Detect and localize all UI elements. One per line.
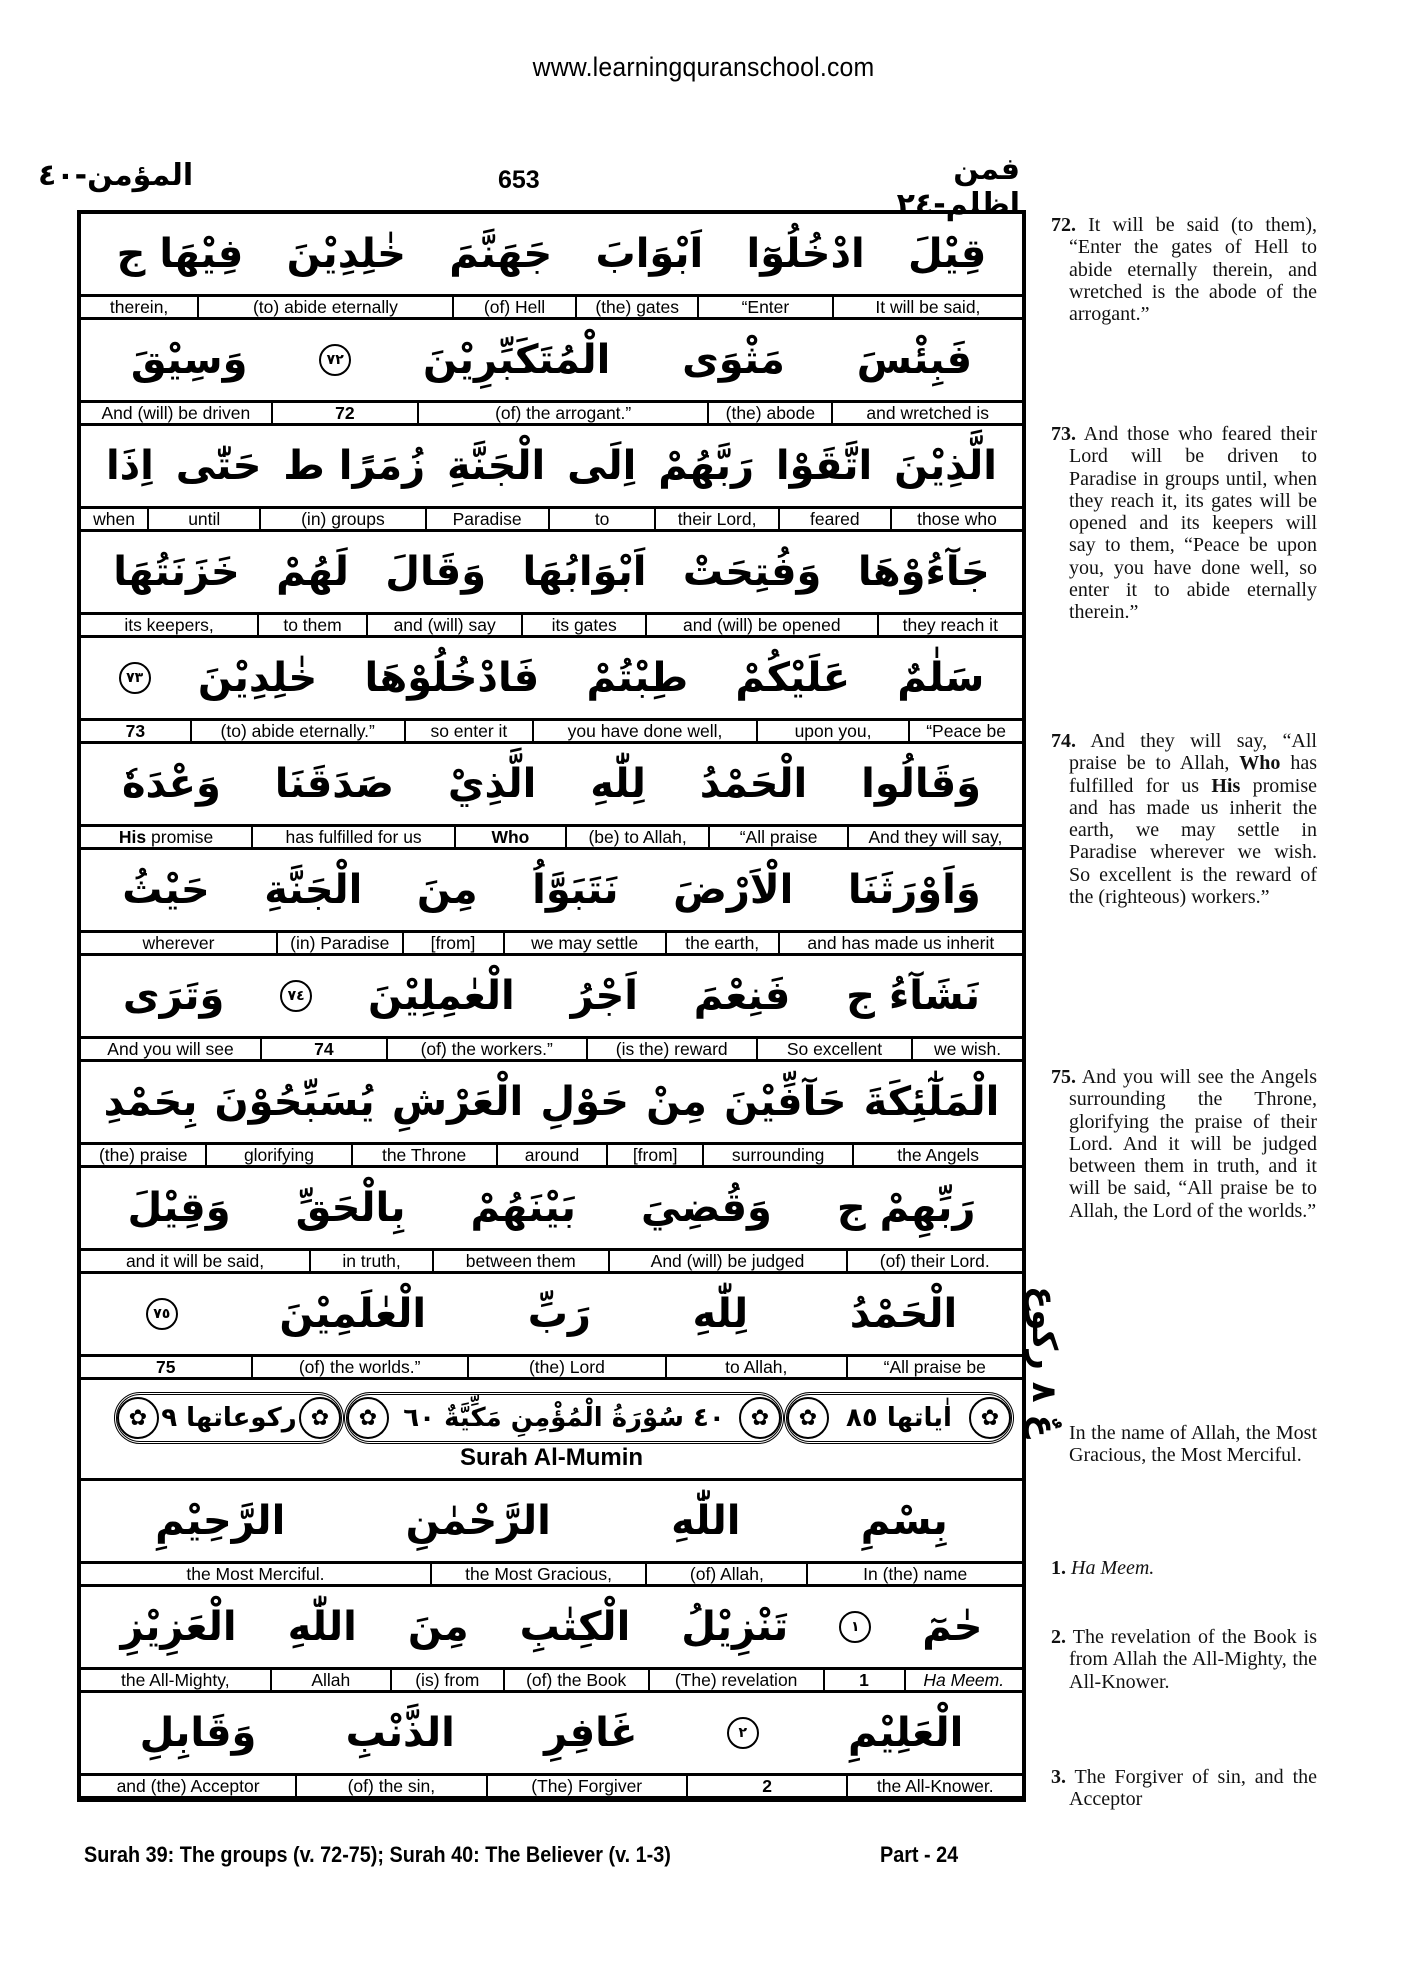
translation-paragraph <box>1051 1066 1317 1222</box>
arabic-word: زُمَرًا ط <box>283 443 426 489</box>
arabic-word: الَّذِيْنَ <box>894 443 997 489</box>
gloss-bold-word: His <box>118 827 147 847</box>
gloss-cell: and wretched is <box>831 403 1022 423</box>
arabic-word: الْكِتٰبِ <box>519 1604 631 1650</box>
arabic-word: مِنَ <box>407 1604 469 1650</box>
translation-text-part: And they will say, “All praise be to Allah, <box>1069 730 1317 775</box>
translation-text: It will be said (to them), “Enter the gates of Hell to abide eternally therein, and wretched is the abode of the arrogant.” <box>1069 214 1318 326</box>
gloss-cell: Who <box>454 827 565 847</box>
ayah-number-marker: ٧٥ <box>146 1298 178 1330</box>
gloss-cell: the All-Mighty, <box>120 1670 230 1690</box>
gloss-cell: And (will) be judged <box>608 1251 846 1271</box>
verse-number: 75. <box>1051 1066 1076 1088</box>
arabic-verse-row <box>81 1062 1022 1145</box>
gloss-cell: (of) the sin, <box>295 1776 485 1796</box>
gloss-cell: (is) from <box>390 1670 503 1690</box>
gloss-cell: has fulfilled for us <box>251 827 454 847</box>
gloss-cell: wherever <box>142 933 215 953</box>
verse-number-cell: 74 <box>260 1039 386 1059</box>
gloss-cell: and (will) say <box>366 615 521 635</box>
arabic-word: اَبْوَابَ <box>595 231 704 277</box>
gloss-cell: (to) abide eternally <box>197 297 451 317</box>
ornament-knot-icon: ✿ <box>739 1397 781 1439</box>
arabic-word: وَقَالَ <box>385 549 487 595</box>
gloss-cell: when <box>93 509 136 529</box>
gloss-cell: (The) revelation <box>648 1670 823 1690</box>
arabic-word: رَبِّ <box>527 1291 591 1337</box>
arabic-word: الْجَنَّةِ <box>264 867 363 913</box>
arabic-word: الْعَرْشِ <box>391 1079 524 1125</box>
banner-frame <box>89 1388 1014 1448</box>
arabic-word: الَّذِيْ <box>447 761 537 807</box>
verse-number-cell: 73 <box>125 721 146 741</box>
ayah-number-marker: ٧٤ <box>280 980 312 1012</box>
arabic-word: وَفُتِحَتْ <box>682 549 822 595</box>
english-gloss-row <box>81 615 1022 638</box>
gloss-cell: (to) abide eternally.” <box>190 721 404 741</box>
arabic-word: ادْخُلُوٓا <box>746 231 865 277</box>
ayah-number-marker: ٧٢ <box>319 344 351 376</box>
gloss-cell: “All praise <box>708 827 847 847</box>
arabic-word: طِبْتُمْ <box>586 655 689 701</box>
gloss-cell: “Enter <box>697 297 832 317</box>
english-gloss-row <box>81 509 1022 532</box>
arabic-word: وَعْدَهٗ <box>121 761 221 807</box>
gloss-cell: [from] <box>606 1145 702 1165</box>
word-by-word-table <box>77 210 1026 1802</box>
arabic-word: وَقُضِيَ <box>640 1185 772 1231</box>
arabic-word: وَقَالُوا <box>861 761 981 807</box>
gloss-cell: And they will say, <box>847 827 1022 847</box>
arabic-verse-row <box>81 850 1022 933</box>
translation-paragraph <box>1051 1557 1317 1579</box>
arabic-verse-row <box>81 320 1022 403</box>
english-gloss-row <box>81 1039 1022 1062</box>
arabic-word: الْحَمْدُ <box>849 1291 958 1337</box>
arabic-word: اِذَا <box>105 443 154 489</box>
english-gloss-row <box>81 827 1022 850</box>
ornament-knot-icon: ✿ <box>299 1397 341 1439</box>
translation-text-part: His <box>1211 774 1241 797</box>
arabic-verse-row <box>81 1168 1022 1251</box>
site-url[interactable]: www.learningquranschool.com <box>532 52 875 82</box>
gloss-cell: so enter it <box>404 721 533 741</box>
english-gloss-row <box>81 721 1022 744</box>
arabic-word: اتَّقَوْا <box>775 443 873 489</box>
ayah-number-marker: ١ <box>839 1611 871 1643</box>
arabic-verse-row <box>81 426 1022 509</box>
gloss-cell: therein, <box>109 297 169 317</box>
translation-text-part: Who <box>1239 752 1281 775</box>
gloss-cell: upon you, <box>756 721 908 741</box>
arabic-verse-row <box>81 1274 1022 1357</box>
gloss-cell: the Throne <box>351 1145 496 1165</box>
gloss-cell: their Lord, <box>654 509 777 529</box>
translation-paragraph <box>1051 423 1317 624</box>
arabic-word: حٰمٓ <box>922 1604 983 1650</box>
verse-number: 73. <box>1051 423 1076 445</box>
arabic-word: فِيْهَا ج <box>116 231 244 277</box>
arabic-word: الرَّحْمٰنِ <box>405 1498 551 1544</box>
ruku-count-cartouche <box>114 1392 344 1444</box>
gloss-cell: So excellent <box>756 1039 911 1059</box>
arabic-word: لَهُمْ <box>276 549 349 595</box>
arabic-word: حَيْثُ <box>122 867 210 913</box>
gloss-cell: (of) the workers.” <box>386 1039 586 1059</box>
arabic-word: الْعٰمِلِيْنَ <box>367 973 515 1019</box>
arabic-word: الْجَنَّةِ <box>447 443 546 489</box>
ruku-sign-icon: عٌ ٨ ركوع <box>1024 1286 1064 1438</box>
arabic-word: فَنِعْمَ <box>693 973 791 1019</box>
arabic-verse-row <box>81 1587 1022 1670</box>
juz-header-arabic: فمن اظلم-٢٤ <box>896 152 1020 222</box>
gloss-cell: “Peace be <box>908 721 1022 741</box>
surah-title-cartouche-text: ٤٠ سُوْرَةُ الْمُؤْمِنِ مَكِّيَّةٌ ٦٠ <box>403 1403 725 1433</box>
arabic-word: الْاَرْضَ <box>673 867 794 913</box>
gloss-cell: the All-Knower. <box>846 1776 1022 1796</box>
ornament-knot-icon: ✿ <box>117 1397 159 1439</box>
arabic-word: اللّٰهِ <box>287 1604 357 1650</box>
arabic-word: حَآفِّيْنَ <box>724 1079 847 1125</box>
arabic-verse-row <box>81 532 1022 615</box>
gloss-cell: in truth, <box>309 1251 432 1271</box>
verse-number-cell: 75 <box>156 1357 176 1377</box>
english-gloss-row <box>81 1357 1022 1380</box>
arabic-word: نَشَآءُ ج <box>846 973 981 1019</box>
verse-number: 3. <box>1051 1766 1066 1788</box>
gloss-cell: we may settle <box>503 933 665 953</box>
arabic-word: خٰلِدِيْنَ <box>286 231 406 277</box>
gloss-rest: promise <box>146 827 214 847</box>
arabic-word: حَتّٰى <box>175 443 262 489</box>
english-gloss-row <box>81 1251 1022 1274</box>
arabic-verse-row <box>81 744 1022 827</box>
gloss-cell: and (the) Acceptor <box>116 1776 260 1796</box>
english-gloss-row <box>81 1670 1022 1693</box>
arabic-word: بَيْنَهُمْ <box>470 1185 576 1231</box>
arabic-word: فَبِئْسَ <box>856 337 973 383</box>
translation-paragraph <box>1051 1766 1317 1811</box>
arabic-word: وَقِيْلَ <box>127 1185 231 1231</box>
arabic-word: خَزَنَتُهَا <box>113 549 240 595</box>
arabic-word: فَادْخُلُوْهَا <box>364 655 540 701</box>
footer-reference: Surah 39: The groups (v. 72-75); Surah 40: The Believer (v. 1-3) <box>84 1842 671 1867</box>
translation-text: And you will see the Angels surrounding the Throne, glorifying the praise of their Lord. And it will be judged between them in truth, and it will be said, “All praise be to Allah, the Lord of the worlds.” <box>1069 1066 1317 1222</box>
gloss-cell <box>81 827 251 847</box>
arabic-word: بِحَمْدِ <box>103 1079 198 1125</box>
verse-number: 72. <box>1051 214 1076 236</box>
arabic-word: رَبَّهُمْ <box>658 443 755 489</box>
page-number: 653 <box>498 166 540 194</box>
arabic-word: نَتَبَوَّاُ <box>532 867 619 913</box>
arabic-word: لِلّٰهِ <box>692 1291 749 1337</box>
arabic-word: الرَّحِيْمِ <box>155 1498 286 1544</box>
arabic-word: بِسْمِ <box>860 1498 948 1544</box>
gloss-cell: and has made us inherit <box>778 933 1022 953</box>
arabic-word: صَدَقَنَا <box>274 761 395 807</box>
arabic-word: وَاَوْرَثَنَا <box>847 867 981 913</box>
translation-text: In the name of Allah, the Most Gracious, the Most Merciful. <box>1069 1422 1317 1467</box>
arabic-word: الْمَلٰٓئِكَةَ <box>863 1079 1000 1125</box>
arabic-word: وَقَابِلِ <box>139 1710 257 1756</box>
gloss-cell: the earth, <box>665 933 778 953</box>
arabic-word: يُسَبِّحُوْنَ <box>214 1079 375 1125</box>
translation-paragraph <box>1051 1626 1317 1693</box>
gloss-cell: the Angels <box>852 1145 1022 1165</box>
gloss-cell: (is the) reward <box>586 1039 756 1059</box>
gloss-cell: we wish. <box>911 1039 1022 1059</box>
arabic-verse-row <box>81 1481 1022 1564</box>
translation-paragraph <box>1051 730 1317 908</box>
gloss-cell: (of) the Book <box>503 1670 648 1690</box>
arabic-word: اللّٰهِ <box>671 1498 741 1544</box>
gloss-cell: and (will) be opened <box>645 615 877 635</box>
gloss-cell: the Most Merciful. <box>186 1564 325 1584</box>
arabic-verse-row <box>81 214 1022 297</box>
translation-text: The Forgiver of sin, and the Acceptor <box>1069 1766 1317 1811</box>
gloss-cell: (The) Forgiver <box>486 1776 686 1796</box>
arabic-word: الْعٰلَمِيْنَ <box>279 1291 427 1337</box>
arabic-word: بِالْحَقِّ <box>295 1185 406 1231</box>
arabic-word: سَلٰمٌ <box>897 655 985 701</box>
arabic-word: وَسِيْقَ <box>130 337 248 383</box>
verse-number-cell: 72 <box>271 403 417 423</box>
arabic-word: قِيْلَ <box>908 231 987 277</box>
english-gloss-row <box>81 933 1022 956</box>
gloss-cell: (the) praise <box>98 1145 188 1165</box>
arabic-verse-row <box>81 638 1022 721</box>
arabic-word: غَافِرِ <box>544 1710 638 1756</box>
gloss-cell: its keepers, <box>124 615 214 635</box>
surah-title-banner <box>81 1380 1022 1481</box>
gloss-cell: (of) the arrogant.” <box>417 403 707 423</box>
verse-number: 2. <box>1051 1626 1066 1648</box>
english-gloss-row <box>81 1564 1022 1587</box>
gloss-cell: those who <box>890 509 1022 529</box>
arabic-word: مِنَ <box>416 867 478 913</box>
gloss-cell: (be) to Allah, <box>565 827 708 847</box>
translation-text: The revelation of the Book is from Allah the All-Mighty, the All-Knower. <box>1069 1626 1318 1693</box>
arabic-word: خٰلِدِيْنَ <box>197 655 318 701</box>
arabic-word: لِلّٰهِ <box>590 761 646 807</box>
arabic-word: وَتَرَى <box>122 973 225 1019</box>
ornament-knot-icon: ✿ <box>969 1397 1011 1439</box>
arabic-word: حَوْلِ <box>540 1079 629 1125</box>
ayah-number-marker: ٧٣ <box>119 662 151 694</box>
gloss-cell: its gates <box>521 615 645 635</box>
translation-paragraph <box>1051 1422 1317 1467</box>
arabic-word: رَبِّهِمْ ج <box>836 1185 976 1231</box>
arabic-verse-row <box>81 1693 1022 1776</box>
arabic-word: تَنْزِيْلُ <box>681 1604 789 1650</box>
gloss-cell: [from] <box>402 933 503 953</box>
gloss-cell: (in) groups <box>259 509 424 529</box>
ornament-knot-icon: ✿ <box>347 1397 389 1439</box>
translation-text-part: promise and has made us inherit the earth, we may settle in Paradise wherever we wish. So excellent is the reward of the (righteous) workers.” <box>1069 774 1317 909</box>
gloss-cell: (of) Hell <box>452 297 576 317</box>
arabic-word: اِلَى <box>567 443 637 489</box>
gloss-cell: you have done well, <box>532 721 756 741</box>
verse-number: 74. <box>1051 730 1076 752</box>
gloss-cell: It will be said, <box>832 297 1022 317</box>
gloss-cell: to <box>548 509 655 529</box>
arabic-word: مَثْوَى <box>682 337 785 383</box>
gloss-cell: And you will see <box>107 1039 234 1059</box>
translation-text: Ha Meem. <box>1071 1557 1155 1579</box>
arabic-word: عَلَيْكُمْ <box>735 655 851 701</box>
gloss-cell: and it will be said, <box>125 1251 265 1271</box>
translation-text: And those who feared their Lord will be driven to Paradise in groups until, when they reach it, its gates will be opened and its keepers will say to them, “Peace be upon you, you have done well, so enter it to abide eternally therein.” <box>1069 423 1317 624</box>
gloss-cell: Allah <box>270 1670 390 1690</box>
gloss-cell: the Most Gracious, <box>430 1564 646 1584</box>
gloss-cell: Paradise <box>425 509 548 529</box>
gloss-cell: surrounding <box>702 1145 852 1165</box>
arabic-word: الْعَزِيْزِ <box>120 1604 237 1650</box>
ayat-count-cartouche <box>784 1392 1014 1444</box>
gloss-cell: Ha Meem. <box>904 1670 1023 1690</box>
english-gloss-row <box>81 297 1022 320</box>
arabic-word: الْعَلِيْمِ <box>847 1710 964 1756</box>
arabic-verse-row <box>81 956 1022 1039</box>
gloss-cell: around <box>496 1145 607 1165</box>
surah-title-cartouche <box>344 1392 784 1444</box>
surah-header-arabic: المؤمن-٤٠ <box>38 158 194 193</box>
gloss-cell: (of) Allah, <box>645 1564 806 1584</box>
arabic-word: الذَّنْبِ <box>345 1710 455 1756</box>
gloss-cell: to them <box>257 615 366 635</box>
ayat-count-cartouche-text: اٰياتها ٨٥ <box>846 1403 952 1433</box>
arabic-word: الْحَمْدُ <box>699 761 808 807</box>
gloss-cell: (the) abode <box>707 403 831 423</box>
gloss-cell: between them <box>432 1251 608 1271</box>
translation-paragraph <box>1051 214 1317 325</box>
english-gloss-row <box>81 1776 1022 1799</box>
footer-part: Part - 24 <box>880 1842 959 1867</box>
gloss-cell: “All praise be <box>846 1357 1023 1377</box>
gloss-cell: (the) gates <box>575 297 697 317</box>
arabic-word: اَبْوَابُهَا <box>522 549 647 595</box>
gloss-cell: feared <box>778 509 890 529</box>
english-gloss-row <box>81 1145 1022 1168</box>
translation-text-part: has fulfilled for us <box>1069 752 1317 797</box>
verse-number-cell: 1 <box>823 1670 904 1690</box>
gloss-cell: until <box>147 509 259 529</box>
gloss-cell: (in) Paradise <box>276 933 402 953</box>
arabic-word: جَآءُوْهَا <box>857 549 990 595</box>
arabic-word: اَجْرُ <box>570 973 638 1019</box>
gloss-cell: to Allah, <box>665 1357 845 1377</box>
gloss-cell: And (will) be driven <box>101 403 251 423</box>
gloss-cell: (of) the worlds.” <box>251 1357 467 1377</box>
ornament-knot-icon: ✿ <box>787 1397 829 1439</box>
verse-number: 1. <box>1051 1557 1066 1579</box>
ayah-number-marker: ٢ <box>727 1717 759 1749</box>
english-gloss-row <box>81 403 1022 426</box>
gloss-cell: (of) their Lord. <box>846 1251 1023 1271</box>
gloss-cell: they reach it <box>877 615 1022 635</box>
gloss-cell: (the) Lord <box>467 1357 665 1377</box>
arabic-word: الْمُتَكَبِّرِيْنَ <box>422 337 611 383</box>
arabic-word: جَهَنَّمَ <box>449 231 553 277</box>
gloss-cell: In (the) name <box>806 1564 1022 1584</box>
surah-english-name: Surah Al-Mumin <box>459 1444 644 1471</box>
ruku-count-cartouche-text: ركوعاتها ٩ <box>161 1403 297 1433</box>
gloss-cell: glorifying <box>205 1145 350 1165</box>
verse-number-cell: 2 <box>686 1776 847 1796</box>
arabic-word: مِنْ <box>646 1079 707 1125</box>
